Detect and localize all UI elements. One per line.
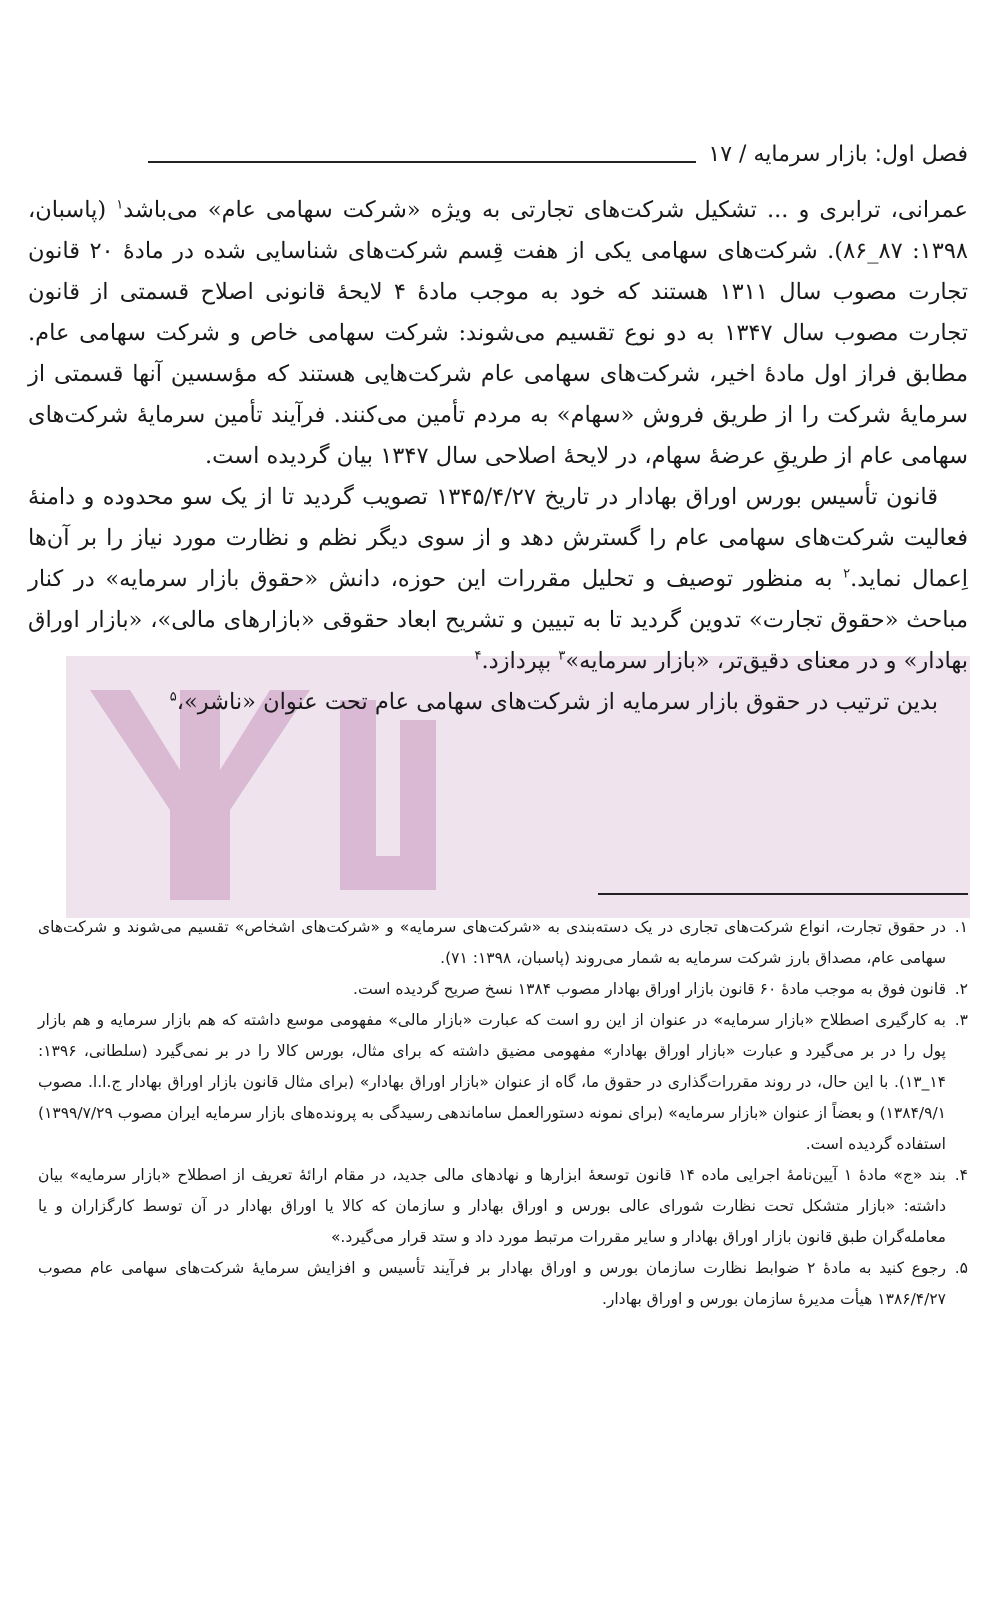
footnote xyxy=(38,1160,968,1253)
body-paragraph xyxy=(28,190,968,477)
footnote-number: ۳. xyxy=(954,1011,968,1029)
footnote-number: ۲. xyxy=(954,980,968,998)
footnote xyxy=(38,1253,968,1315)
footnote-marker: ۴ xyxy=(474,648,482,664)
footnote-marker: ۵ xyxy=(169,689,177,705)
footnote-marker: ۳ xyxy=(558,648,566,664)
running-header-title: فصل اول: بازار سرمایه / ۱۷ xyxy=(708,142,968,167)
footnote-marker: ۲ xyxy=(843,566,851,582)
footnote-marker: ۱ xyxy=(116,197,124,213)
footnote-text: به کارگیری اصطلاح «بازار سرمایه» در عنوان از این رو است که عبارت «بازار مالی» مفهومی موسع داشته که هم بازار سرمایه و هم بازار پول را در بر می‌گیرد و عبارت «بازار اوراق بهادار» مفهومی مضیق داشته که برای مثال، بورس کالا را در بر نمی‌گیرد (سلطانی، ۱۳۹۶: ۱۴_۱۳). با این حال، در روند مقررات‌گذاری در حقوق ما، گاه از عنوان «بازار اوراق بهادار» (برای مثال قانون بازار اوراق بهادار ج.ا.ا. مصوب ۱۳۸۴/۹/۱) و بعضاً از عنوان «بازار سرمایه» (برای نمونه دستورالعمل ساماندهی رسیدگی به پرونده‌های بازار سرمایه ایران مصوب ۱۳۹۹/۷/۲۹) استفاده گردیده است. xyxy=(38,1011,946,1153)
text-segment: قانون تأسیس بورس اوراق بهادار در تاریخ ۱۳۴۵/۴/۲۷ تصویب گردید تا از یک سو محدوده و دامنهٔ فعالیت شرکت‌های سهامی عام را گسترش دهد و از سوی دیگر نظم و نظارت مورد نیاز را بر آن‌ها اِعمال نماید. xyxy=(28,484,969,592)
footnote-number: ۵. xyxy=(954,1259,968,1277)
footnote xyxy=(38,1005,968,1160)
body-text xyxy=(28,190,968,723)
footnotes xyxy=(38,912,968,1315)
footnote-text: قانون فوق به موجب مادهٔ ۶۰ قانون بازار اوراق بهادار مصوب ۱۳۸۴ نسخ صریح گردیده است. xyxy=(353,980,946,998)
footnote xyxy=(38,912,968,974)
text-segment: (پاسبان، ۱۳۹۸: ۸۷_۸۶). شرکت‌های سهامی یکی از هفت قِسم شرکت‌های شناسایی شده در مادهٔ ۲۰ قانون تجارت مصوب سال ۱۳۱۱ هستند که خود به موجب مادهٔ ۴ لایحهٔ قانونی اصلاح قسمتی از قانون تجارت مصوب سال ۱۳۴۷ به دو نوع تقسیم می‌شوند: شرکت سهامی خاص و شرکت سهامی عام. مطابق فراز اول مادهٔ اخیر، شرکت‌های سهامی عام شرکت‌هایی هستند که مؤسسین آنها قسمتی از سرمایهٔ شرکت را از طریق فروش «سهام» به مردم تأمین می‌کنند. فرآیند تأمین سرمایهٔ شرکت‌های سهامی عام از طریقِ عرضهٔ سهام، در لایحهٔ اصلاحی سال ۱۳۴۷ بیان گردیده است. xyxy=(28,197,969,469)
text-segment: بدین ترتیب در حقوق بازار سرمایه از شرکت‌های سهامی عام تحت عنوان «ناشر»، xyxy=(176,689,938,715)
footnote-text: در حقوق تجارت، انواع شرکت‌های تجاری در یک دسته‌بندی به «شرکت‌های سرمایه» و «شرکت‌های اشخاص» تقسیم می‌شوند و شرکت‌های سهامی عام، مصداق بارز شرکت سرمایه به شمار می‌روند (پاسبان، ۱۳۹۸: ۷۱). xyxy=(38,918,946,967)
text-segment: بپردازد. xyxy=(481,648,559,674)
header-rule xyxy=(148,161,696,163)
text-segment: عمرانی، ترابری و ... تشکیل شرکت‌های تجارتی به ویژه «شرکت سهامی عام» می‌باشد xyxy=(123,197,968,223)
body-paragraph xyxy=(28,477,968,682)
footnote-rule xyxy=(598,893,968,895)
footnote-number: ۱. xyxy=(954,918,968,936)
running-header xyxy=(148,142,968,167)
footnote xyxy=(38,974,968,1005)
body-paragraph xyxy=(28,682,968,723)
footnote-text: بند «ج» مادهٔ ۱ آیین‌نامهٔ اجرایی ماده ۱۴ قانون توسعهٔ ابزارها و نهادهای مالی جدید، در مقام ارائهٔ تعریف از اصطلاح «بازار سرمایه» بیان داشته: «بازار متشکل تحت نظارت شورای عالی بورس و اوراق بهادار و سازمان که کالا یا اوراق بهادار در آن توسط کارگزاران و یا معامله‌گران طبق قانون بازار اوراق بهادار و سایر مقررات مرتبط مورد داد و ستد قرار می‌گیرد.» xyxy=(38,1166,946,1246)
footnote-text: رجوع کنید به مادهٔ ۲ ضوابط نظارت سازمان بورس و اوراق بهادار بر فرآیند تأسیس و افزایش سرمایهٔ شرکت‌های سهامی عام مصوب ۱۳۸۶/۴/۲۷ هیأت مدیرهٔ سازمان بورس و اوراق بهادار. xyxy=(38,1259,946,1308)
text-segment: به منظور توصیف و تحلیل مقررات این حوزه، دانش «حقوق بازار سرمایه» در کنار مباحث «حقوق تجارت» تدوین گردید تا به تبیین و تشریح ابعاد حقوقی «بازارهای مالی»، «بازار اوراق بهادار» و در معنای دقیق‌تر، «بازار سرمایه» xyxy=(28,566,968,674)
footnote-number: ۴. xyxy=(954,1166,968,1184)
